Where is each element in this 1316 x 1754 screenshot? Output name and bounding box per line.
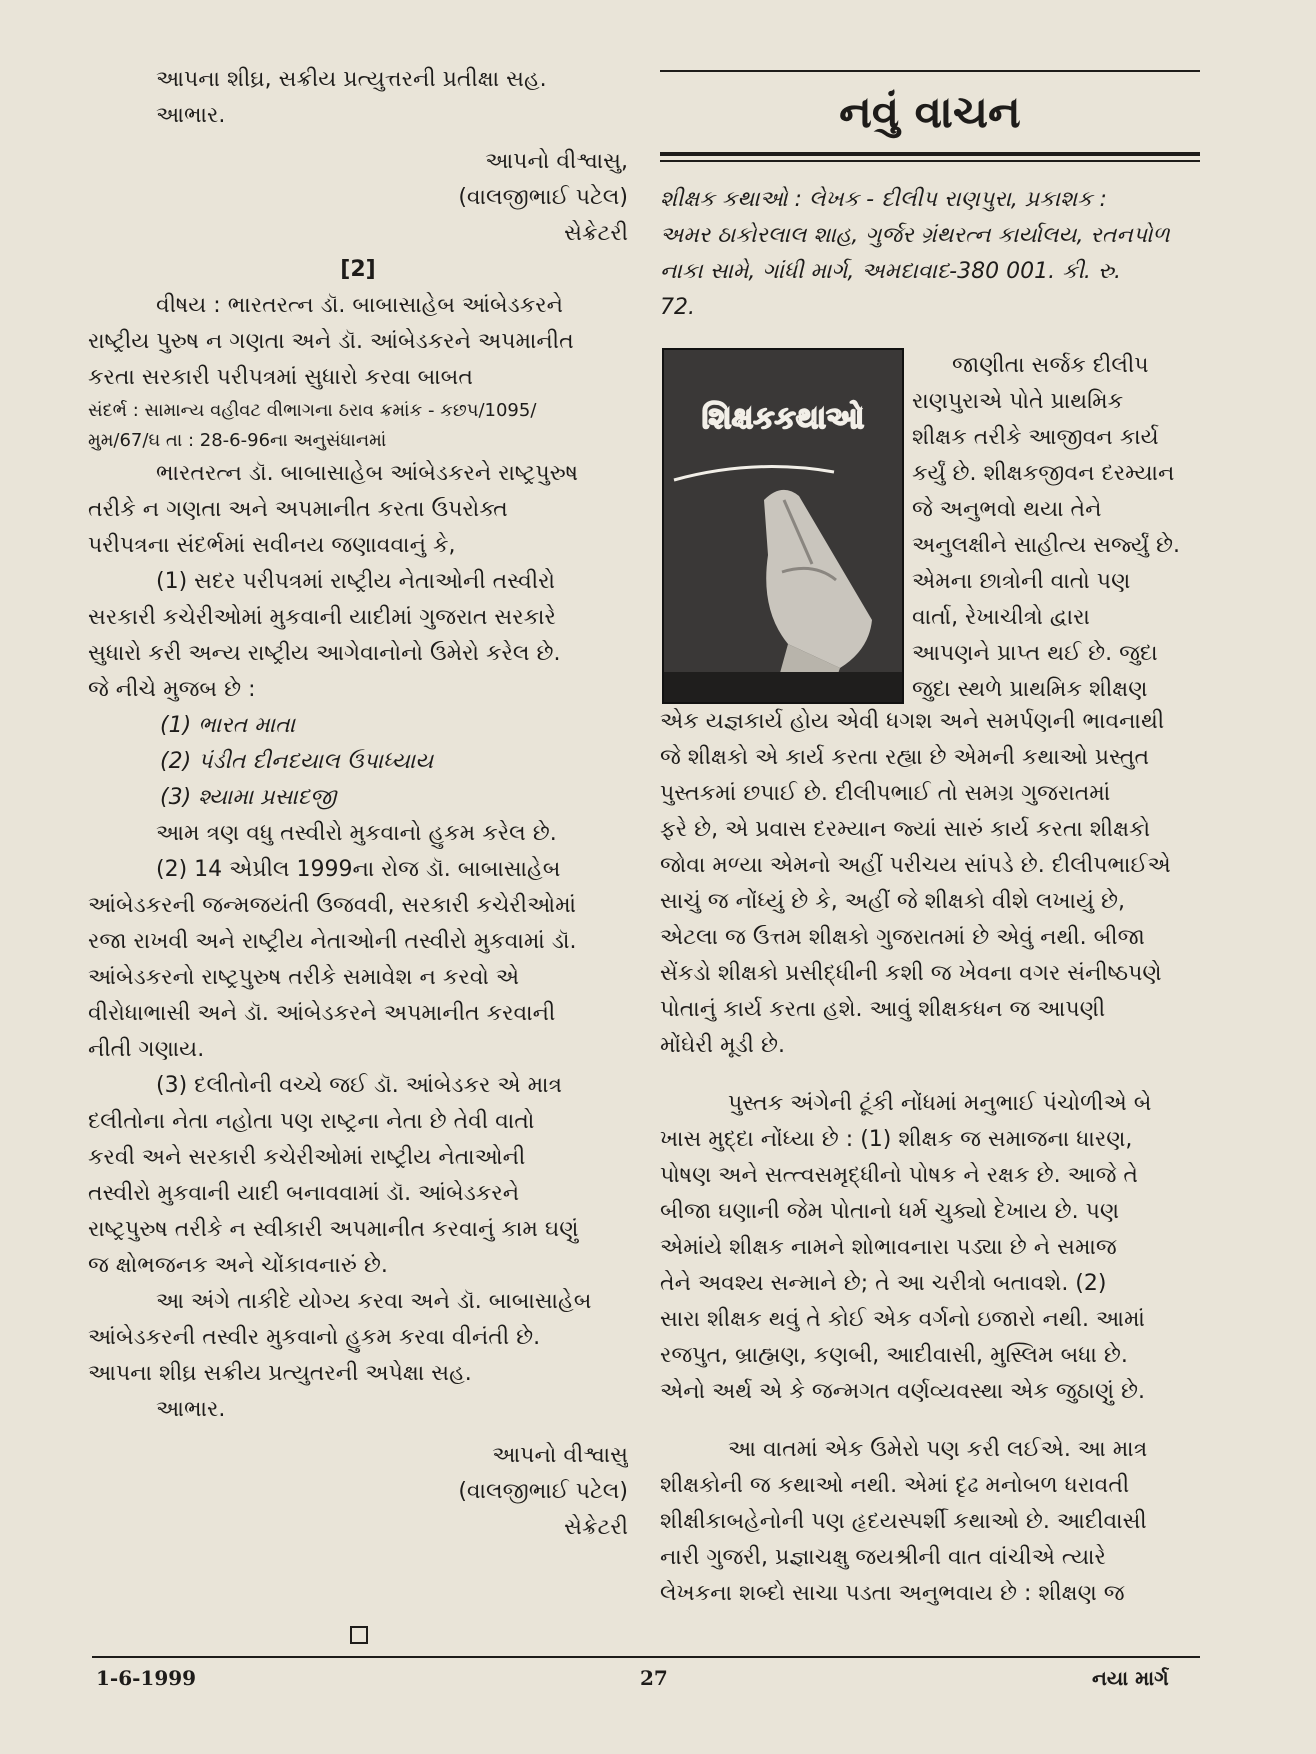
heading-rule bbox=[660, 70, 1200, 72]
paragraph-line: પુસ્તકમાં છપાઈ છે. દીલીપભાઈ તો સમગ્ર ગુજરાતમાં bbox=[660, 781, 1111, 806]
signature-line: આપનો વીશ્વાસુ bbox=[492, 1443, 628, 1468]
paragraph-line: જુદા સ્થળે પ્રાથમિક શીક્ષણ bbox=[912, 677, 1148, 702]
subject-line: રાષ્ટ્રીય પુરુષ ન ગણતા અને ડૉ. આંબેડકરને અપમાનીત bbox=[88, 329, 574, 354]
magazine-name: નયા માર્ગ bbox=[1092, 1666, 1169, 1690]
paragraph-line: આંબેડકરની તસ્વીર મુકવાનો હુકમ કરવા વીનંતી છે. bbox=[88, 1325, 541, 1350]
book-reference-line: શીક્ષક કથાઓ : લેખક - દીલીપ રાણપુરા, પ્રકાશક : bbox=[660, 187, 1107, 212]
paragraph-line: આ અંગે તાકીદે યોગ્ય કરવા અને ડૉ. બાબાસાહેબ bbox=[156, 1289, 592, 1314]
paragraph-line: ખાસ મુદ્દા નોંધ્યા છે : (1) શીક્ષક જ સમાજના ધારણ, bbox=[660, 1127, 1133, 1152]
paragraph-line: તરીકે ન ગણતા અને અપમાનીત કરતા ઉપરોક્ત bbox=[88, 497, 508, 522]
paragraph-line: કરવી અને સરકારી કચેરીઓમાં રાષ્ટ્રીય નેતાઓની bbox=[88, 1145, 526, 1170]
left-column bbox=[88, 62, 628, 1546]
paragraph-line: શીક્ષીકાબહેનોની પણ હૃદયસ્પર્શી કથાઓ છે. આદીવાસી bbox=[660, 1509, 1147, 1534]
subject-line: વીષય : ભારતરત્ન ડૉ. બાબાસાહેબ આંબેડકરને bbox=[156, 293, 564, 318]
closing-thanks: આભાર. bbox=[156, 1397, 226, 1422]
book-reference-line: નાકા સામે, ગાંધી માર્ગ, અમદાવાદ-380 001. કી. રુ. bbox=[660, 259, 1121, 284]
list-item: (2) પંડીત દીનદયાલ ઉપાધ્યાય bbox=[160, 749, 434, 774]
paragraph-line: ફરે છે, એ પ્રવાસ દરમ્યાન જ્યાં સારું કાર્ય કરતા શીક્ષકો bbox=[660, 817, 1151, 842]
end-mark bbox=[350, 1626, 368, 1644]
paragraph-line: (3) દલીતોની વચ્ચે જઈ ડૉ. આંબેડકર એ માત્ર bbox=[156, 1073, 563, 1098]
footer-date: 1-6-1999 bbox=[96, 1666, 197, 1690]
paragraph-line: બીજા ઘણાની જેમ પોતાનો ધર્મ ચુક્યો દેખાય છે. પણ bbox=[660, 1199, 1120, 1224]
signature-title: સેક્રેટરી bbox=[564, 221, 628, 246]
paragraph-line: આંબેડકરની જન્મજયંતી ઉજવવી, સરકારી કચેરીઓમાં bbox=[88, 893, 576, 918]
right-column bbox=[660, 70, 1200, 1612]
paragraph-line: આમ ત્રણ વધુ તસ્વીરો મુકવાનો હુકમ કરેલ છે. bbox=[156, 821, 557, 846]
paragraph-line: સેંકડો શીક્ષકો પ્રસીદ્ધીની કશી જ ખેવના વગર સંનીષ્ઠપણે bbox=[660, 961, 1162, 986]
paragraph-line: તસ્વીરો મુકવાની યાદી બનાવવામાં ડૉ. આંબેડકરને bbox=[88, 1181, 520, 1206]
paragraph-line: રાષ્ટ્રપુરુષ તરીકે ન સ્વીકારી અપમાનીત કરવાનું કામ ઘણું bbox=[88, 1217, 579, 1242]
paragraph-line: નીતી ગણાય. bbox=[88, 1037, 205, 1062]
paragraph-line: રજપુત, બ્રાહ્મણ, કણબી, આદીવાસી, મુસ્લિમ બધા છે. bbox=[660, 1343, 1128, 1368]
signature-name: (વાલજીભાઈ પટેલ) bbox=[458, 1479, 628, 1504]
intro-line: આભાર. bbox=[156, 103, 226, 128]
page-number: 27 bbox=[640, 1666, 668, 1690]
paragraph-line: સુધારો કરી અન્ય રાષ્ટ્રીય આગેવાનોનો ઉમેરો કરેલ છે. bbox=[88, 641, 561, 666]
paragraph-line: દલીતોના નેતા નહોતા પણ રાષ્ટ્રના નેતા છે તેવી વાતો bbox=[88, 1109, 535, 1134]
book-reference-line: અમર ઠાકોરલાલ શાહ, ગુર્જર ગ્રંથરત્ન કાર્યાલય, રતનપોળ bbox=[660, 223, 1170, 248]
paragraph-line: રજા રાખવી અને રાષ્ટ્રીય નેતાઓની તસ્વીરો મુકવામાં ડૉ. bbox=[88, 929, 577, 954]
intro-line: આપના શીઘ્ર, સક્રીય પ્રત્યુત્તરની પ્રતીક્ષા સહ. bbox=[156, 67, 547, 92]
paragraph-line: અનુલક્ષીને સાહીત્ય સર્જ્યું છે. bbox=[912, 533, 1180, 558]
paragraph-line: એમના છાત્રોની વાતો પણ bbox=[912, 569, 1131, 594]
paragraph-line: પુસ્તક અંગેની ટૂંકી નોંધમાં મનુભાઈ પંચોળીએ બે bbox=[728, 1091, 1152, 1116]
reference-line: સંદર્ભ : સામાન્ય વહીવટ વીભાગના ઠરાવ ક્રમાંક - કછપ/1095/ bbox=[88, 400, 537, 421]
paragraph-line: વીરોધાભાસી અને ડૉ. આંબેડકરને અપમાનીત કરવાની bbox=[88, 1001, 556, 1026]
heading-double-rule bbox=[660, 152, 1200, 162]
paragraph-line: એટલા જ ઉત્તમ શીક્ષકો ગુજરાતમાં છે એવું નથી. બીજા bbox=[660, 925, 1145, 950]
book-reference-line: 72. bbox=[660, 295, 695, 320]
book-cover-image bbox=[662, 348, 904, 704]
section-heading: નવું વાચન bbox=[839, 87, 1021, 138]
paragraph-line: પોતાનું કાર્ય કરતા હશે. આવું શીક્ષકધન જ આપણી bbox=[660, 997, 1106, 1022]
paragraph-line: સારા શીક્ષક થવું તે કોઈ એક વર્ગનો ઇજારો નથી. આમાં bbox=[660, 1307, 1145, 1332]
paragraph-line: કર્યું છે. શીક્ષકજીવન દરમ્યાન bbox=[912, 461, 1175, 486]
paragraph-line: આપના શીઘ્ર સક્રીય પ્રત્યુતરની અપેક્ષા સહ. bbox=[88, 1361, 472, 1386]
paragraph-line: આપણને પ્રાપ્ત થઈ છે. જુદા bbox=[912, 641, 1158, 666]
list-item: (1) ભારત માતા bbox=[160, 713, 295, 738]
paragraph-line: (1) સદર પરીપત્રમાં રાષ્ટ્રીય નેતાઓની તસ્વીરો bbox=[156, 569, 556, 594]
book-review-intro bbox=[660, 348, 1200, 704]
paragraph-line: તેને અવશ્ય સન્માને છે; તે આ ચરીત્રો બતાવશે. (2) bbox=[660, 1271, 1107, 1296]
list-item: (3) શ્યામા પ્રસાદજી bbox=[160, 785, 337, 810]
section-number: [2] bbox=[340, 257, 376, 282]
paragraph-line: આંબેડકરનો રાષ્ટ્રપુરુષ તરીકે સમાવેશ ન કરવો એ bbox=[88, 965, 520, 990]
paragraph-line: મોંઘેરી મૂડી છે. bbox=[660, 1033, 785, 1058]
paragraph-line: વાર્તા, રેખાચીત્રો દ્વારા bbox=[912, 605, 1090, 630]
signature-line: આપનો વીશ્વાસુ, bbox=[485, 149, 628, 174]
paragraph-line: નારી ગુજરી, પ્રજ્ઞાચક્ષુ જયશ્રીની વાત વાંચીએ ત્યારે bbox=[660, 1545, 1106, 1570]
paragraph-line: જોવા મળ્યા એમનો અહીં પરીચય સાંપડે છે. દીલીપભાઈએ bbox=[660, 853, 1171, 878]
paragraph-line: શીક્ષક તરીકે આજીવન કાર્ય bbox=[912, 425, 1159, 450]
paragraph-line: જે નીચે મુજબ છે : bbox=[88, 677, 256, 702]
paragraph-line: જાણીતા સર્જક દીલીપ bbox=[952, 353, 1149, 378]
paragraph-line: એમાંયે શીક્ષક નામને શોભાવનારા પડ્યા છે ને સમાજ bbox=[660, 1235, 1117, 1260]
paragraph-line: એક યજ્ઞકાર્ય હોય એવી ધગશ અને સમર્પણની ભાવનાથી bbox=[660, 709, 1165, 734]
paragraph-line: જે અનુભવો થયા તેને bbox=[912, 497, 1102, 522]
paragraph-line: સાચું જ નોંધ્યું છે કે, અહીં જે શીક્ષકો વીશે લખાયું છે, bbox=[660, 889, 1126, 914]
paragraph-line: આ વાતમાં એક ઉમેરો પણ કરી લઈએ. આ માત્ર bbox=[728, 1437, 1148, 1462]
paragraph-line: એનો અર્થ એ કે જન્મગત વર્ણવ્યવસ્થા એક જુઠાણું છે. bbox=[660, 1379, 1146, 1404]
paragraph-line: પોષણ અને સત્ત્વસમૃદ્ધીનો પોષક ને રક્ષક છે. આજે તે bbox=[660, 1163, 1139, 1188]
paragraph-line: પરીપત્રના સંદર્ભમાં સવીનય જણાવવાનું કે, bbox=[88, 533, 456, 558]
paragraph-line: જ ક્ષોભજનક અને ચોંકાવનારું છે. bbox=[88, 1253, 388, 1278]
paragraph-line: જે શીક્ષકો એ કાર્ય કરતા રહ્યા છે એમની કથાઓ પ્રસ્તુત bbox=[660, 745, 1150, 770]
intro-text bbox=[912, 348, 1200, 708]
paragraph-line: ભારતરત્ન ડૉ. બાબાસાહેબ આંબેડકરને રાષ્ટ્રપુરુષ bbox=[156, 461, 579, 486]
subject-line: કરતા સરકારી પરીપત્રમાં સુધારો કરવા બાબત bbox=[88, 365, 473, 390]
footer-rule bbox=[92, 1656, 1200, 1658]
paragraph-line: (2) 14 એપ્રીલ 1999ના રોજ ડૉ. બાબાસાહેબ bbox=[156, 857, 561, 882]
paragraph-line: શીક્ષકોની જ કથાઓ નથી. એમાં દૃઢ મનોબળ ધરાવતી bbox=[660, 1473, 1130, 1498]
paragraph-line: લેખકના શબ્દો સાચા પડતા અનુભવાય છે : શીક્ષણ જ bbox=[660, 1581, 1125, 1606]
book-cover-title: શિક્ષકકથાઓ bbox=[701, 401, 865, 436]
book-cover-illustration bbox=[664, 350, 902, 702]
signature-name: (વાલજીભાઈ પટેલ) bbox=[458, 185, 628, 210]
signature-title: સેક્રેટરી bbox=[564, 1515, 628, 1540]
reference-line: મુમ/67/ઘ તા : 28-6-96ના અનુસંધાનમાં bbox=[88, 430, 387, 451]
paragraph-line: રાણપુરાએ પોતે પ્રાથમિક bbox=[912, 389, 1124, 414]
paragraph-line: સરકારી કચેરીઓમાં મુકવાની યાદીમાં ગુજરાત સરકારે bbox=[88, 605, 556, 630]
